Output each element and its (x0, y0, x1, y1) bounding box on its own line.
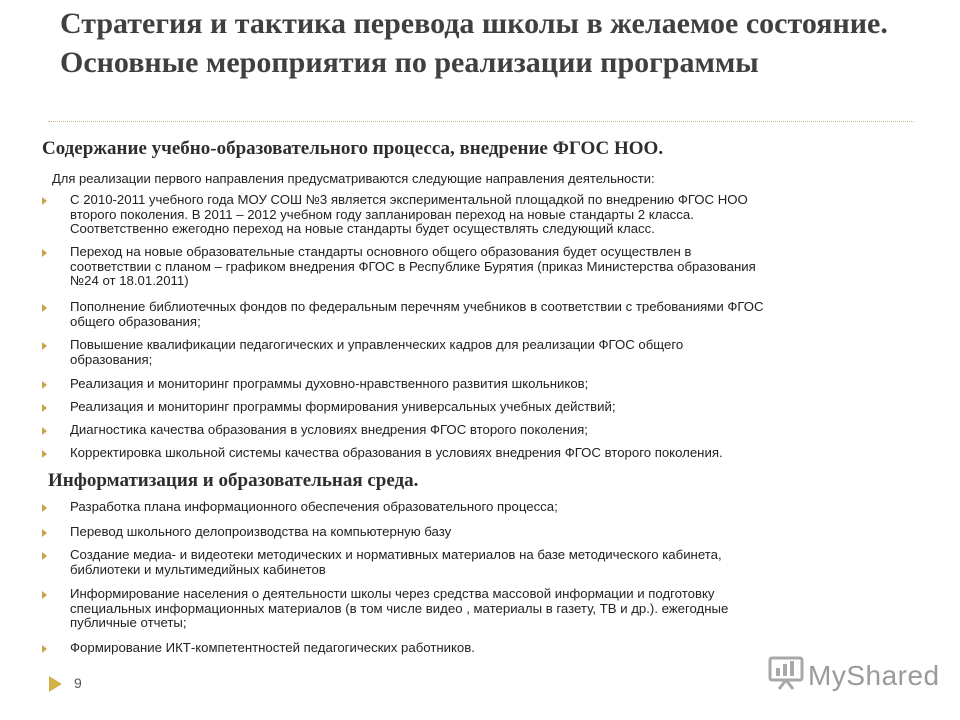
title-divider (48, 121, 914, 122)
list-item (40, 525, 920, 540)
list-item-text: Корректировка школьной системы качества образования в условиях внедрения ФГОС второго поколения. (70, 445, 723, 460)
list-item (40, 377, 920, 392)
triangle-bullet-icon (40, 548, 70, 562)
triangle-bullet-icon (40, 377, 70, 391)
list-item (40, 300, 920, 329)
list-item-text: Реализация и мониторинг программы формирования универсальных учебных действий; (70, 399, 616, 414)
triangle-bullet-icon (40, 525, 70, 539)
list-item (40, 245, 920, 289)
triangle-bullet-icon (40, 500, 70, 514)
section-heading-informatization: Информатизация и образовательная среда. (48, 470, 419, 491)
triangle-bullet-icon (40, 300, 70, 314)
triangle-bullet-icon (40, 423, 70, 437)
section-heading-fgos: Содержание учебно-образовательного процесса, внедрение ФГОС НОО. (42, 138, 664, 159)
triangle-bullet-icon (40, 338, 70, 352)
triangle-bullet-icon (40, 193, 70, 207)
triangle-bullet-icon (40, 245, 70, 259)
list-item-text: Переход на новые образовательные стандарты основного общего образования будет осуществлен в соответствии с планом – графиком внедрения ФГОС в Республике Бурятия (приказ Министерства образования №24 от 18.01.2011) (70, 244, 756, 288)
list-item (40, 400, 920, 415)
presentation-board-icon (768, 656, 804, 695)
list-item-text: Реализация и мониторинг программы духовно-нравственного развития школьников; (70, 376, 589, 391)
list-item (40, 500, 920, 515)
slide-title: Стратегия и тактика перевода школы в желаемое состояние. Основные мероприятия по реализации программы (60, 7, 888, 79)
list-item (40, 641, 920, 656)
triangle-arrow-icon (49, 676, 62, 697)
triangle-bullet-icon (40, 641, 70, 655)
list-item-text: Создание медиа- и видеотеки методических и нормативных материалов на базе методического кабинета, библиотеки и мультимедийных кабинетов (70, 547, 722, 577)
list-item-text: Формирование ИКТ-компетентностей педагогических работников. (70, 640, 475, 655)
section-intro: Для реализации первого направления предусматриваются следующие направления деятельности: (52, 171, 655, 186)
list-item (40, 193, 920, 237)
list-item (40, 446, 920, 461)
list-item (40, 423, 920, 438)
list-item-text: Разработка плана информационного обеспечения образовательного процесса; (70, 499, 558, 514)
watermark (768, 656, 940, 695)
triangle-bullet-icon (40, 587, 70, 601)
list-item (40, 587, 920, 631)
list-item-text: С 2010-2011 учебного года МОУ СОШ №3 является экспериментальной площадкой по внедрению ФГОС НОО второго поколения. В 2011 – 2012 учебном году запланирован переход на новые стандарты 2 класса. Соответственно ежегодно переход на новые стандарты будет осуществлять следующий класс. (70, 192, 748, 236)
list-item-text: Повышение квалификации педагогических и управленческих кадров для реализации ФГОС общего образования; (70, 337, 684, 367)
list-item-text: Пополнение библиотечных фондов по федеральным перечням учебников в соответствии с требованиями ФГОС общего образования; (70, 299, 764, 329)
page-number: 9 (74, 675, 82, 691)
list-item (40, 338, 920, 367)
triangle-bullet-icon (40, 446, 70, 460)
list-item-text: Перевод школьного делопроизводства на компьютерную базу (70, 524, 452, 539)
triangle-bullet-icon (40, 400, 70, 414)
list-item-text: Информирование населения о деятельности школы через средства массовой информации и подготовку специальных информационных материалов (в том числе видео , материалы в газету, ТВ и др.). ежегодные публичные отчеты; (70, 586, 729, 630)
list-item-text: Диагностика качества образования в условиях внедрения ФГОС второго поколения; (70, 422, 588, 437)
list-item (40, 548, 920, 577)
watermark-text: MyShared (808, 659, 940, 691)
